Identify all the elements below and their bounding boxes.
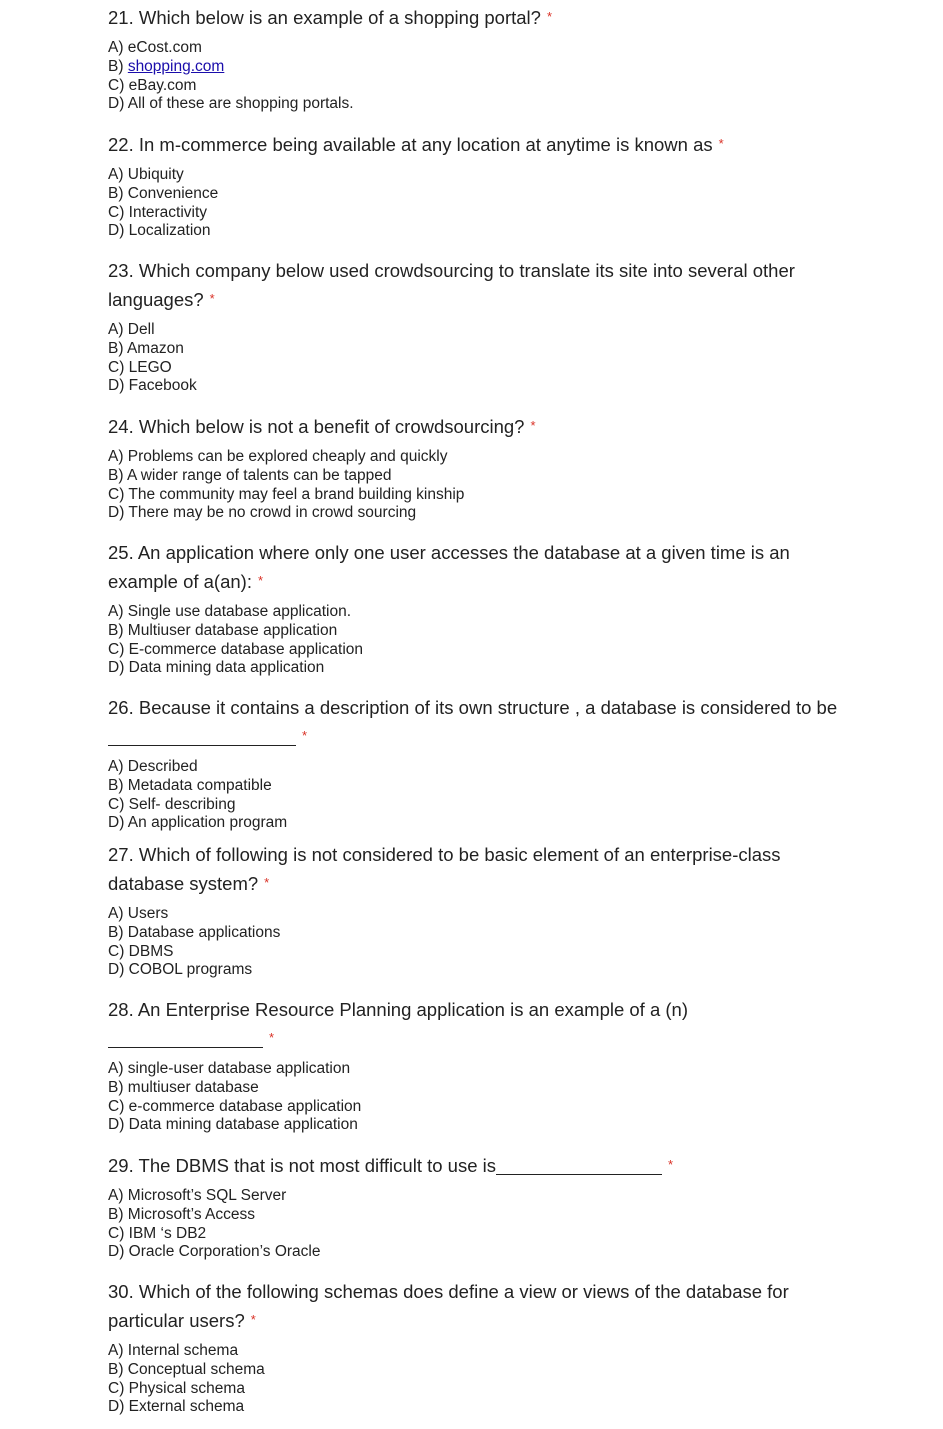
option-c: C) E-commerce database application xyxy=(108,640,364,658)
answer-options xyxy=(108,39,838,114)
answer-options xyxy=(108,1342,838,1417)
answer-options xyxy=(108,321,838,396)
question-25 xyxy=(108,539,838,678)
required-asterisk: * xyxy=(257,573,264,588)
question-title: 30. Which of the following schemas does define a view or views of the database for particular users? * xyxy=(108,1281,789,1331)
option-d: D) External schema xyxy=(108,1398,245,1416)
option-c: C) DBMS xyxy=(108,942,174,960)
option-b: B) Database applications xyxy=(108,923,281,941)
required-asterisk: * xyxy=(530,418,536,433)
option-a: A) Internal schema xyxy=(108,1342,239,1359)
answer-options xyxy=(108,1187,838,1262)
required-asterisk: * xyxy=(302,728,308,743)
option-a: A) Problems can be explored cheaply and quickly xyxy=(108,448,448,465)
option-a: A) eCost.com xyxy=(108,39,202,56)
option-b: B) Amazon xyxy=(108,339,184,357)
option-a: A) Users xyxy=(108,905,169,922)
answer-options xyxy=(108,1060,838,1135)
option-d: D) Localization xyxy=(108,222,211,240)
option-c: C) Interactivity xyxy=(108,203,208,221)
question-title: 29. The DBMS that is not most difficult to use is * xyxy=(108,1155,674,1176)
shopping-com-link[interactable]: shopping.com xyxy=(127,57,225,75)
option-a: A) Ubiquity xyxy=(108,166,184,183)
option-b: B) shopping.com xyxy=(108,57,225,75)
option-b: B) Metadata compatible xyxy=(108,776,272,794)
option-b: B) Microsoft’s Access xyxy=(108,1205,256,1223)
fill-in-blank xyxy=(108,727,296,746)
required-asterisk: * xyxy=(269,1030,275,1045)
required-asterisk: * xyxy=(264,875,270,890)
option-d: D) Facebook xyxy=(108,377,197,395)
question-title: 25. An application where only one user accesses the database at a given time is an example of a(an): * xyxy=(108,542,790,592)
question-30 xyxy=(108,1278,838,1417)
option-c: C) e-commerce database application xyxy=(108,1097,362,1115)
option-c: C) The community may feel a brand building kinship xyxy=(108,485,465,503)
option-d: D) There may be no crowd in crowd sourcing xyxy=(108,504,417,522)
fill-in-blank xyxy=(496,1156,662,1175)
answer-options xyxy=(108,448,838,523)
option-d: D) Data mining data application xyxy=(108,659,325,677)
option-b: B) Multiuser database application xyxy=(108,621,338,639)
option-b: B) A wider range of talents can be tapped xyxy=(108,466,392,484)
question-title: 23. Which company below used crowdsourcing to translate its site into several other languages? * xyxy=(108,260,795,310)
question-title: 22. In m-commerce being available at any location at anytime is known as * xyxy=(108,134,724,155)
fill-in-blank xyxy=(108,1029,263,1048)
option-a: A) single-user database application xyxy=(108,1060,351,1077)
required-asterisk: * xyxy=(718,136,724,151)
question-29 xyxy=(108,1151,838,1262)
question-27 xyxy=(108,841,838,980)
option-c: C) LEGO xyxy=(108,358,172,376)
option-c: C) Physical schema xyxy=(108,1379,245,1397)
option-c: C) eBay.com xyxy=(108,76,197,94)
answer-options xyxy=(108,603,838,678)
option-d: D) COBOL programs xyxy=(108,961,253,979)
required-asterisk: * xyxy=(250,1312,256,1327)
question-23 xyxy=(108,257,838,396)
answer-options xyxy=(108,758,838,833)
answer-options xyxy=(108,166,838,241)
option-a: A) Single use database application. xyxy=(108,603,351,620)
question-21 xyxy=(108,3,838,114)
option-b: B) Convenience xyxy=(108,184,219,202)
option-d: D) Data mining database application xyxy=(108,1116,358,1134)
option-a: A) Described xyxy=(108,758,198,775)
question-title: 24. Which below is not a benefit of crowdsourcing? * xyxy=(108,416,536,437)
required-asterisk: * xyxy=(668,1157,674,1172)
option-d: D) An application program xyxy=(108,814,288,832)
question-26 xyxy=(108,694,838,833)
option-d: D) All of these are shopping portals. xyxy=(108,95,354,113)
required-asterisk: * xyxy=(546,9,553,24)
option-b: B) Conceptual schema xyxy=(108,1360,265,1378)
option-a: A) Microsoft’s SQL Server xyxy=(108,1187,287,1204)
question-title: 21. Which below is an example of a shopping portal? * xyxy=(108,7,553,28)
question-title: 26. Because it contains a description of its own structure , a database is considered to be * xyxy=(108,694,838,751)
question-22 xyxy=(108,130,838,241)
answer-options xyxy=(108,905,838,980)
option-a: A) Dell xyxy=(108,321,155,338)
option-c: C) IBM ‘s DB2 xyxy=(108,1224,207,1242)
option-d: D) Oracle Corporation’s Oracle xyxy=(108,1243,321,1261)
option-b: B) multiuser database xyxy=(108,1078,259,1096)
question-28 xyxy=(108,996,838,1135)
question-24 xyxy=(108,412,838,523)
question-title: 27. Which of following is not considered to be basic element of an enterprise-class database system? * xyxy=(108,844,781,894)
required-asterisk: * xyxy=(209,291,215,306)
option-c: C) Self- describing xyxy=(108,795,236,813)
question-title: 28. An Enterprise Resource Planning application is an example of a (n)* xyxy=(108,996,708,1053)
